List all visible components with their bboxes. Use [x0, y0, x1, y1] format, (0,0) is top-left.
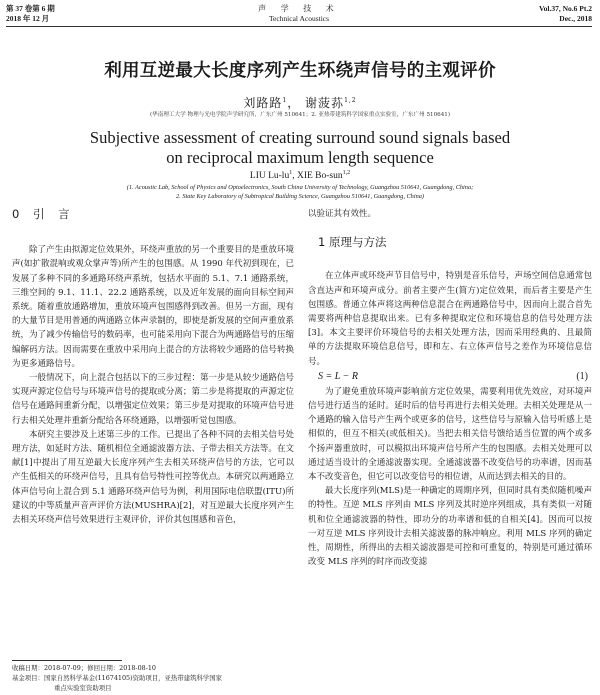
section-heading-intro: 0 引 言: [12, 207, 75, 221]
right-column: [308, 207, 592, 569]
intro-continuation: 以验证其有效性。: [308, 209, 377, 219]
journal-name-zh: 声 学 技 术: [258, 4, 340, 13]
authors-en: LIU $Lu-lu^1$, XIE Bo-sun$^{1,2}$: [249, 170, 351, 182]
section-heading-method: 1 原理与方法: [318, 235, 387, 250]
author-2-zh: 谢菠荪: [305, 96, 345, 110]
method-paragraph-2: 为了避免重放环境声影响前方定位效果，需要利用优先效应，对环境声信号进行适当的延时。延时后的信号再进行去相关处理。去相关处理是从一个通路的输入信号产生两个或更多的信号，这些信号与原输入信号听感上是相似的，但互不相关(或低相关)。当把去相关信号馈给适当位置的两个或多个扬声器重放时，可以模拟出环境声信号所产生的包围感。去相关处理可以通过适当设计的全通滤波器实现。全通滤波器不改变信号的功率谱，因而基本不改变音色，但它可以改变信号的相位谱，从而达到去相关的目的。: [308, 386, 592, 483]
authors-zh: 刘路路$^1$， 谢菠荪$^{1,2}$: [243, 96, 357, 110]
running-header: [6, 4, 592, 26]
author-1-zh-sup: 1: [282, 97, 288, 104]
author-1-en-sup: 1: [289, 170, 293, 176]
footnote: [12, 663, 294, 693]
date-zh: 2018 年 12 月: [6, 14, 50, 23]
volume-zh: 第 37 卷第 6 期: [6, 4, 55, 13]
affiliation-zh: (华南理工大学 物理与光电学院声学研究所，广东广州 510641；2. 亚热带建筑科学国家重点实验室，广东广州 510641): [149, 112, 451, 118]
header-right: [539, 4, 592, 24]
author-2-en-sup: 1,2: [342, 170, 351, 176]
method-paragraph-3: 最大长度序列(MLS)是一种确定的周期序列，但同时具有类似随机噪声的特性。互逆 MLS 序列由 MLS 序列及其时逆序列组成，具有类似一对随机和位全通滤波器的特性，即功分的功率谱和低的自相关[4]。因而可以按一对互逆 MLS 序列设计去相关滤波器的脉冲响应。利用 MLS 序列的确定性，周期性，所得出的去相关滤波器是可控和可重复的，特别是可通过循环改变 MLS 序列的时序而改变滤: [308, 486, 592, 568]
volume-en: Vol.37, No.6 Pt.2: [538, 4, 592, 13]
equation-1-expression: S = L − R: [318, 370, 358, 382]
method-paragraph-1: 在立体声或环绕声节目信号中，特别是音乐信号，声场空间信息通常包含直达声和环境声成分。前者主要产生(简方)定位效果，而后者主要是产生包围感。普通立体声将这两种信息混合在两通路信号中，因而向上混合首先需要将两种信息提取出来。已有多种提取定位和环境信息的信号处理方法[3]。本文主要评价环境信号的去相关处理方法，因而采用经典的、且最简单的方法提取环境信息信号，即和左、右立体声信号之差作为环境信息信号。: [308, 271, 592, 367]
footnote-dates: 收稿日期：2018-07-09；修回日期：2018-08-10: [12, 664, 156, 672]
paper-title-zh: 利用互逆最大长度序列产生环绕声信号的主观评价: [104, 61, 496, 81]
author-2-en: XIE Bo-sun: [296, 171, 343, 182]
title-en-line1: Subjective assessment of creating surround sound signals based: [89, 128, 511, 147]
footnote-fund-cont: 重点实验室资助项目: [54, 684, 112, 692]
footnote-fund: 基金项目：国家自然科学基金(11674105)资助项目，亚热带建筑科学国家: [12, 674, 223, 682]
journal-name-en: Technical Acoustics: [268, 14, 330, 23]
intro-paragraph-3: 本研究主要涉及上述第三步的工作。已提出了各种不同的去相关信号处理方法，如延时方法、随机相位全通滤波器方法、子带去相关方法等。在文献[1]中提出了用互逆最大长度序列产生去相关环绕声信号的方法，它可以产生低相关的环绕声信号，且具有信号特性可控等优点。本研究以两通路立体声信号向上混合到 5.1 通路环绕声信号为例，利用国际电信联盟(ITU)所建议的中等质量声音声评价方法(MUSHRA)[2]，对互逆最大长度序列产生去相关环绕声信号效果进行主观评价，评价其包围感和音色，: [12, 429, 294, 526]
date-en: Dec., 2018: [559, 14, 592, 23]
header-rule: [6, 26, 592, 27]
paper-title-en: [0, 128, 600, 168]
author-2-zh-sup: 1,2: [344, 97, 357, 104]
title-en-line2: on reciprocal maximum length sequence: [166, 148, 434, 167]
header-center: [6, 4, 592, 24]
intro-paragraph-1: 除了产生由拟源定位效果外，环绕声重放的另一个重要目的是重放环境声(如扩散混响或观众掌声等)所产生的包围感。从 1990 年代初到现在，已发展了多种不同的多通路环绕声系统，包括水平面的 5.1、7.1 通路系统，三维空间的 9.1、11.1、22.2 通路系统，以及近年发展的面向目标空间声系统。随着重放通路增加，重放环境声包围感得到改善。但另一方面，现有的大量节目是用普通的两通路立体声录制的，即使是新发展的空间声重放系统，为了减少传输信号的数码率，也可能采用向下混合为两通路信号的压缩编解码方法。因而需要在重放中采用向上混合的方法将较少通路的信号转换为更多通路信号。: [12, 245, 294, 369]
left-column: [12, 207, 294, 527]
affiliation-en-line2: 2. State Key Laboratory of Subtropical Building Science, Guangzhou 510641, Guangdong, China): [176, 193, 424, 200]
equation-1-number: (1): [576, 370, 588, 382]
affiliation-en: [0, 183, 600, 201]
author-1-en: LIU Lu-lu: [249, 171, 290, 182]
affiliation-en-line1: (1. Acoustic Lab, School of Physics and Optoelectronics, South China University of Technology, Guangzhou 510641, Guangdong, China;: [126, 184, 474, 191]
intro-paragraph-2: 一般情况下，向上混合包括以下的三步过程：第一步是从较少通路信号实现声源定位信号与环境声信号的提取或分离；第二步是将提取的声源定位信号在通路间重新分配，以增强定位效果；第三步是对提取的环境声信号进行去相关处理并重新分配给各环绕通路，以增强听觉包围感。: [12, 373, 294, 426]
author-1-zh: 刘路路: [243, 96, 283, 110]
equation-1: [308, 370, 592, 384]
footnote-rule: [12, 660, 122, 661]
